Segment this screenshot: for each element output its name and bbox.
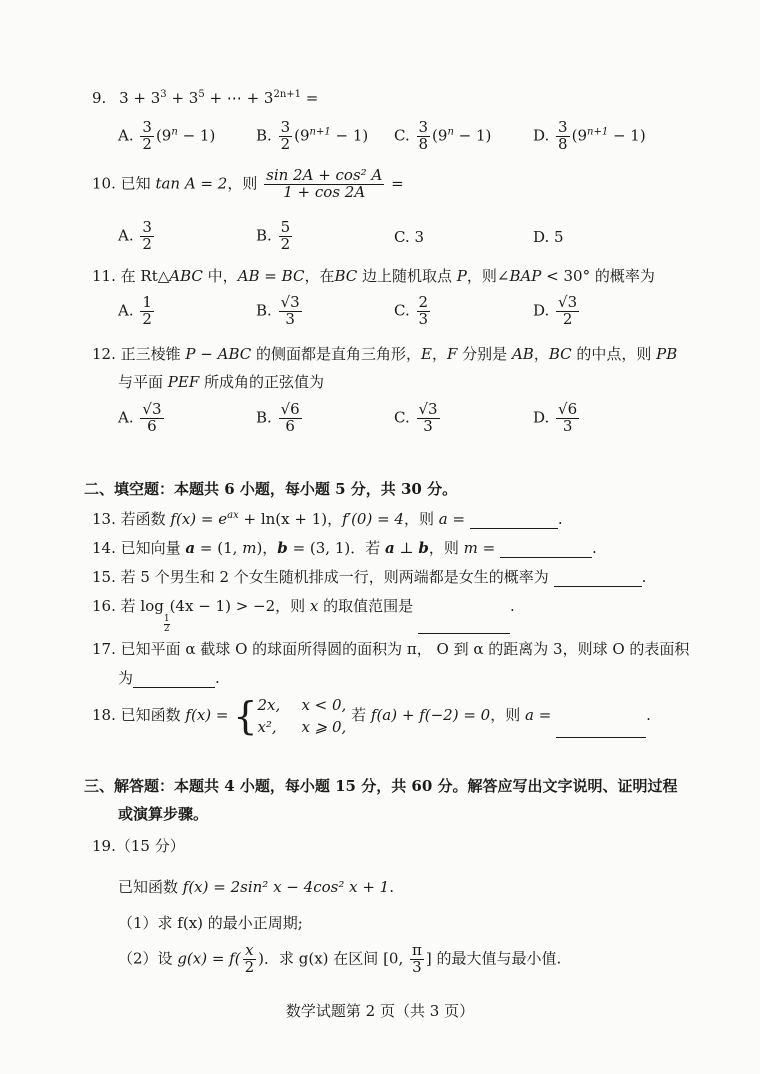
question-12-line-1: 12. 正三棱锥 P − ABC 的侧面都是直角三角形，E，F 分别是 AB，BC 的中点，则 PB <box>92 345 678 363</box>
question-19-header: 19.（15 分） <box>92 837 185 855</box>
q9-option-d: D. $\frac{3}{8}$ $(9^{n+1} - 1)$ <box>533 118 646 153</box>
q11-option-a: A. $\frac{1}{2}$ <box>118 293 152 328</box>
section-3-heading-line-2: 或演算步骤。 <box>118 805 209 823</box>
q9-option-c: C. $\frac{3}{8}$ $(9^n - 1)$ <box>394 118 492 153</box>
q9-option-a: A. $\frac{3}{2}$ $(9^n - 1)$ <box>118 118 216 153</box>
q16-answer-blank[interactable] <box>418 619 510 634</box>
question-12-line-2: 与平面 PEF 所成角的正弦值为 <box>118 373 325 391</box>
question-15: 15. 若 5 个男生和 2 个女生随机排成一行，则两端都是女生的概率为 . <box>92 568 647 586</box>
q12-option-a: A. $\frac{√3}{6}$ <box>118 400 162 435</box>
section-3-heading-line-1: 三、解答题：本题共 4 小题，每小题 15 分，共 60 分。解答应写出文字说明、证明过程 <box>84 777 678 795</box>
q17-answer-blank[interactable] <box>133 673 215 688</box>
q12-option-d: D. $\frac{√6}{3}$ <box>533 400 578 435</box>
question-9: 9. $3 + 3^3 + 3^5$ + ⋯ + $3^{2n+1}$ = <box>92 89 319 107</box>
question-19-part-1: （1）求 f(x) 的最小正周期; <box>118 914 303 932</box>
q14-answer-blank[interactable] <box>500 543 592 558</box>
piecewise-brace: { <box>233 694 258 738</box>
piecewise-cases: 2x, x < 0, x², x ⩾ 0, <box>257 696 347 736</box>
q10-option-c: C. 3 <box>394 228 425 246</box>
q10-option-d: D. 5 <box>533 228 564 246</box>
q10-option-b: B. $\frac{5}{2}$ <box>256 218 291 253</box>
question-17-line-2: 为 . <box>118 669 220 687</box>
question-16: 16. 若 log $\frac{1}{2}$ (4x − 1) > −2，则 x 的取值范围是 . <box>92 597 515 634</box>
q12-option-b: B. $\frac{√6}{6}$ <box>256 400 300 435</box>
question-13: 13. 若函数 $f(x) = e^{ax} + \ln(x + 1)$，f′(0) = 4，则 a = . <box>92 510 563 528</box>
q9-option-b: B. $\frac{3}{2}$ $(9^{n+1} - 1)$ <box>256 118 369 153</box>
question-10: 10. 已知 tan A = 2，则 $\frac{\text{sin 2A + cos² A}}{1 + \cos 2A}$ = <box>92 166 404 201</box>
question-18: 18. 已知函数 f(x) = { 2x, x < 0, x², x ⩾ 0, 若 f(a) + f(−2) = 0，则 a = . <box>92 694 651 738</box>
question-19-part-2: （2）设 g(x) = f( $\frac{x}{2}$ )．求 g(x) 在区间 [0, $\frac{\pi}{3}$ ] 的最大值与最小值. <box>118 941 562 976</box>
q9-stem: $3 + 3^3 + 3^5$ + ⋯ + $3^{2n+1}$ = <box>119 89 319 107</box>
q10-option-a: A. $\frac{3}{2}$ <box>118 218 152 253</box>
section-2-heading: 二、填空题：本题共 6 小题，每小题 5 分，共 30 分。 <box>84 480 458 498</box>
q18-answer-blank[interactable] <box>556 723 646 738</box>
q15-answer-blank[interactable] <box>554 572 642 587</box>
q11-option-c: C. $\frac{2}{3}$ <box>394 293 429 328</box>
q11-option-b: B. $\frac{√3}{3}$ <box>256 293 300 328</box>
q12-option-c: C. $\frac{√3}{3}$ <box>394 400 438 435</box>
q11-option-d: D. $\frac{√3}{2}$ <box>533 293 578 328</box>
page-footer: 数学试题第 2 页（共 3 页） <box>285 1002 475 1020</box>
question-14: 14. 已知向量 a = (1, m)，b = (3, 1)．若 a ⊥ b，则 m = . <box>92 539 597 557</box>
question-11: 11. 在 Rt△ABC 中，AB = BC，在BC 边上随机取点 P，则∠BAP < 30° 的概率为 <box>92 267 655 285</box>
q13-answer-blank[interactable] <box>470 514 558 529</box>
question-19-given: 已知函数 f(x) = 2sin² x − 4cos² x + 1. <box>118 878 394 896</box>
question-17-line-1: 17. 已知平面 α 截球 O 的球面所得圆的面积为 π， O 到 α 的距离为 3，则球 O 的表面积 <box>92 640 690 658</box>
